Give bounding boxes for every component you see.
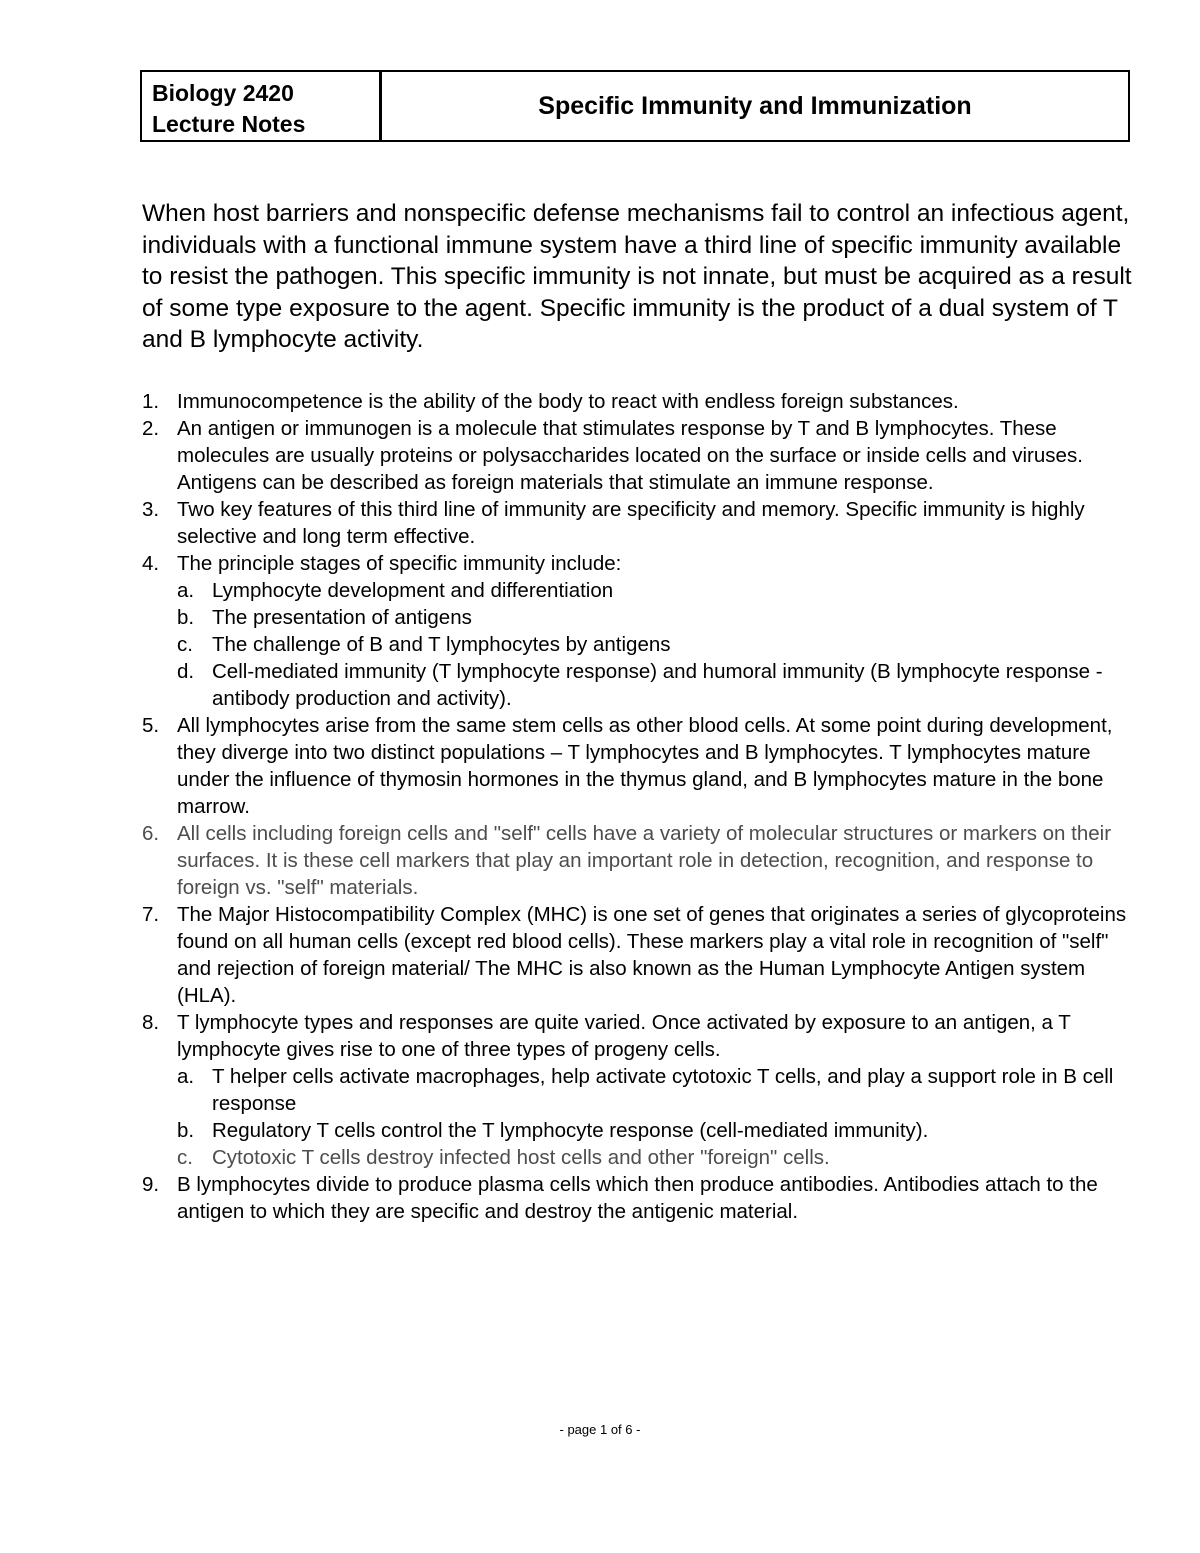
sub-list-item [177,658,1132,712]
sub-list-item [177,577,1132,604]
list-item [142,712,1132,820]
course-label [142,72,382,140]
item-number: 1. [142,390,160,413]
page-footer: - page 1 of 6 - [559,1422,641,1437]
item-number: 8. [142,1011,160,1034]
sub-list [177,1063,1132,1171]
header-box [140,70,1130,142]
list-item [142,415,1132,496]
item-text: Two key features of this third line of immunity are specificity and memory. Specific immunity is highly selective and long term effective. [177,498,1085,548]
sub-list-item [177,1063,1132,1117]
item-text: All lymphocytes arise from the same stem cells as other blood cells. At some point during development, they diverge into two distinct populations – T lymphocytes and B lymphocytes. T lymphocytes mature under the influence of thymosin hormones in the thymus gland, and B lymphocytes mature in the bone marrow. [177,714,1113,818]
sub-text: Lymphocyte development and differentiation [212,579,614,602]
item-number: 6. [142,822,160,845]
sub-text: Cell-mediated immunity (T lymphocyte response) and humoral immunity (B lymphocyte response - antibody production and activity). [212,660,1103,710]
sub-letter: c. [177,633,193,656]
item-text: All cells including foreign cells and "self" cells have a variety of molecular structures or markers on their surfaces. It is these cell markers that play an important role in detection, recognition, and response to foreign vs. "self" materials. [177,822,1112,899]
sub-letter: a. [177,579,195,602]
sub-text: The presentation of antigens [212,606,472,629]
sub-letter: b. [177,606,195,629]
sub-list-item [177,631,1132,658]
list-item [142,550,1132,712]
list-item [142,820,1132,901]
item-text: B lymphocytes divide to produce plasma cells which then produce antibodies. Antibodies attach to the antigen to which they are specific and destroy the antigenic material. [177,1173,1098,1223]
sub-list-item [177,604,1132,631]
course-line-1: Biology 2420 [152,80,294,106]
sub-text: Cytotoxic T cells destroy infected host cells and other "foreign" cells. [212,1146,830,1169]
item-number: 7. [142,903,160,926]
course-line-2: Lecture Notes [152,111,306,137]
sub-list-item [177,1117,1132,1144]
intro-paragraph: When host barriers and nonspecific defense mechanisms fail to control an infectious agent, individuals with a functional immune system have a third line of specific immunity available to resist the pathogen. This specific immunity is not innate, but must be acquired as a result of some type exposure to the agent. Specific immunity is the product of a dual system of T and B lymphocyte activity. [142,200,1132,353]
item-text: T lymphocyte types and responses are quite varied. Once activated by exposure to an antigen, a T lymphocyte gives rise to one of three types of progeny cells. [177,1011,1071,1061]
sub-text: Regulatory T cells control the T lymphocyte response (cell-mediated immunity). [212,1119,929,1142]
list-item [142,1171,1132,1225]
sub-text: T helper cells activate macrophages, help activate cytotoxic T cells, and play a support role in B cell response [212,1065,1114,1115]
sub-letter: a. [177,1065,195,1088]
sub-list [177,577,1132,712]
sub-letter: b. [177,1119,195,1142]
list-item [142,496,1132,550]
item-number: 2. [142,417,160,440]
list-item [142,901,1132,1009]
sub-list-item [177,1144,1132,1171]
item-text: An antigen or immunogen is a molecule that stimulates response by T and B lymphocytes. These molecules are usually proteins or polysaccharides located on the surface or inside cells and viruses. Antigens can be described as foreign materials that stimulate an immune response. [177,417,1083,494]
page-title: Specific Immunity and Immunization [538,91,972,120]
sub-letter: c. [177,1146,193,1169]
item-text: Immunocompetence is the ability of the body to react with endless foreign substances. [177,390,959,413]
item-number: 5. [142,714,160,737]
item-text: The principle stages of specific immunity include: [177,552,622,575]
item-text: The Major Histocompatibility Complex (MHC) is one set of genes that originates a series of glycoproteins found on all human cells (except red blood cells). These markers play a vital role in recognition of "self" and rejection of foreign material/ The MHC is also known as the Human Lymphocyte Antigen system (HLA). [177,903,1127,1007]
item-number: 3. [142,498,160,521]
sub-text: The challenge of B and T lymphocytes by antigens [212,633,671,656]
list-item [142,388,1132,415]
item-number: 4. [142,552,160,575]
list-item [142,1009,1132,1171]
notes-list [142,388,1132,1225]
item-number: 9. [142,1173,160,1196]
sub-letter: d. [177,660,195,683]
